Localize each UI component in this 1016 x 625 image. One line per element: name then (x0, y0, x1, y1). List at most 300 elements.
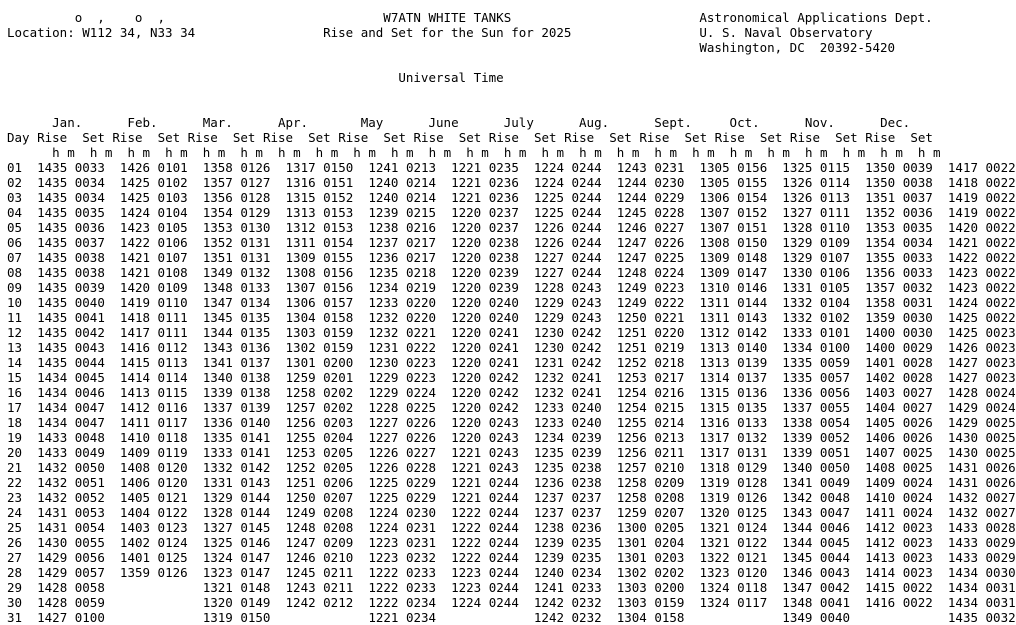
rise-label: Rise (262, 130, 294, 145)
rise-set-cell: 1223 0232 (368, 550, 437, 565)
rise-set-cell: 1349 0040 (782, 610, 851, 625)
header-line-3 (7, 40, 953, 55)
table-row (7, 265, 1016, 280)
time-basis: Universal Time (202, 70, 700, 85)
rise-set-cell: 1339 0052 (782, 430, 851, 445)
day-number: 15 (7, 370, 23, 385)
rise-set-cell: 1320 0149 (202, 595, 271, 610)
rise-set-cell: 1244 0229 (616, 190, 685, 205)
rise-set-cell: 1236 0238 (533, 475, 602, 490)
rise-set-cell: 1254 0215 (616, 400, 685, 415)
rise-set-cell: 1258 0202 (285, 385, 354, 400)
table-row (7, 385, 1016, 400)
set-label: Set (157, 130, 181, 145)
rise-set-cell: 1318 0129 (699, 460, 768, 475)
rise-set-cell: 1343 0047 (782, 505, 851, 520)
rise-set-cell: 1431 0026 (947, 475, 1016, 490)
rise-set-cell: 1235 0239 (533, 445, 602, 460)
rise-set-cell: 1317 0131 (699, 445, 768, 460)
rise-set-cell: 1344 0046 (782, 520, 851, 535)
rise-set-cell: 1307 0151 (699, 220, 768, 235)
rise-set-cell: 1323 0147 (202, 565, 271, 580)
rise-set-cell: 1338 0054 (782, 415, 851, 430)
rise-set-cell: 1247 0226 (616, 235, 685, 250)
table-row (7, 610, 1016, 625)
table-row (7, 430, 1016, 445)
table-row (7, 475, 1016, 490)
table-row (7, 160, 1016, 175)
day-number: 13 (7, 340, 23, 355)
rise-set-cell: 1306 0154 (699, 190, 768, 205)
unit-label: h m (127, 145, 151, 160)
units-header-row (7, 145, 953, 160)
rise-set-cell: 1431 0026 (947, 460, 1016, 475)
rise-set-cell: 1328 0110 (782, 220, 851, 235)
table-row (7, 175, 1016, 190)
unit-label: h m (315, 145, 339, 160)
observatory-name: U. S. Naval Observatory (699, 25, 873, 40)
rise-set-cell: 1348 0041 (782, 595, 851, 610)
day-number: 16 (7, 385, 23, 400)
rise-set-cell: 1230 0242 (533, 325, 602, 340)
day-label: Day (7, 130, 30, 145)
rise-set-cell: 1359 0126 (119, 565, 188, 580)
rise-set-cell (120, 610, 188, 625)
rise-set-cell: 1312 0153 (285, 220, 354, 235)
rise-set-cell: 1345 0135 (202, 310, 271, 325)
rise-set-cell: 1245 0228 (616, 205, 685, 220)
set-label: Set (835, 130, 858, 145)
rise-set-cell: 1249 0208 (285, 505, 354, 520)
rise-set-cell: 1421 0022 (947, 235, 1016, 250)
rise-set-cell: 1322 0121 (699, 550, 768, 565)
rise-set-cell: 1335 0059 (782, 355, 851, 370)
rise-set-cell: 1339 0138 (202, 385, 271, 400)
rise-set-cell: 1244 0230 (616, 175, 685, 190)
rise-set-cell: 1359 0030 (865, 310, 933, 325)
rise-set-cell: 1256 0211 (616, 445, 685, 460)
rise-set-cell: 1431 0054 (37, 520, 105, 535)
rise-set-cell (120, 580, 188, 595)
rise-set-cell: 1341 0137 (202, 355, 271, 370)
rise-set-cell: 1430 0055 (37, 535, 105, 550)
rise-set-cell: 1221 0244 (451, 475, 519, 490)
rise-set-cell: 1309 0148 (699, 250, 768, 265)
unit-label: h m (503, 145, 527, 160)
rise-set-cell: 1413 0023 (865, 550, 933, 565)
rise-set-cell: 1428 0024 (947, 385, 1016, 400)
rise-set-cell: 1221 0244 (451, 490, 519, 505)
rise-set-cell: 1435 0042 (37, 325, 105, 340)
rise-set-cell: 1408 0025 (865, 460, 933, 475)
rise-set-cell: 1317 0150 (285, 160, 354, 175)
rise-set-cell: 1227 0244 (533, 265, 602, 280)
table-subtitle: Rise and Set for the Sun for 2025 (202, 25, 700, 40)
rise-set-cell: 1233 0240 (533, 415, 602, 430)
rise-set-cell: 1335 0141 (202, 430, 271, 445)
rise-set-cell: 1435 0033 (37, 160, 105, 175)
rise-set-cell: 1433 0049 (37, 445, 105, 460)
address: Washington, DC 20392-5420 (699, 40, 896, 55)
rise-set-cell: 1321 0122 (699, 535, 768, 550)
day-number: 23 (7, 490, 23, 505)
month-label: Mar. (187, 115, 256, 130)
unit-label: h m (579, 145, 602, 160)
rise-set-cell: 1352 0036 (865, 205, 933, 220)
rise-set-cell: 1424 0104 (119, 205, 188, 220)
blank-line (7, 100, 953, 115)
rise-set-cell: 1429 0056 (37, 550, 105, 565)
rise-set-cell: 1224 0244 (451, 595, 519, 610)
rise-set-cell: 1357 0127 (202, 175, 271, 190)
rise-set-cell: 1340 0050 (782, 460, 851, 475)
rise-set-cell: 1238 0236 (533, 520, 602, 535)
rise-set-cell: 1341 0049 (782, 475, 851, 490)
day-number: 02 (7, 175, 23, 190)
table-row (7, 565, 1016, 580)
rise-set-cell: 1411 0117 (119, 415, 188, 430)
rise-set-cell: 1256 0213 (616, 430, 685, 445)
table-row (7, 250, 1016, 265)
rise-set-cell: 1321 0148 (202, 580, 271, 595)
rise-set-cell: 1311 0144 (699, 295, 768, 310)
table-row (7, 580, 1016, 595)
rise-set-cell: 1427 0023 (947, 370, 1016, 385)
rise-set-cell: 1411 0024 (865, 505, 933, 520)
rise-set-cell: 1251 0220 (616, 325, 685, 340)
rise-set-cell: 1303 0159 (285, 325, 354, 340)
rise-set-cell: 1301 0203 (616, 550, 685, 565)
rise-set-cell: 1230 0223 (368, 355, 437, 370)
rise-set-cell: 1431 0053 (37, 505, 105, 520)
rise-set-cell: 1414 0023 (865, 565, 933, 580)
rise-set-cell: 1259 0207 (616, 505, 685, 520)
rise-set-cell: 1222 0244 (451, 505, 519, 520)
rise-set-cell: 1238 0216 (368, 220, 437, 235)
day-number: 03 (7, 190, 23, 205)
unit-label: h m (541, 145, 565, 160)
rise-set-cell: 1301 0200 (285, 355, 354, 370)
day-number: 26 (7, 535, 23, 550)
rise-label: Rise (37, 130, 68, 145)
set-label: Set (308, 130, 331, 145)
rise-set-cell: 1324 0118 (699, 580, 768, 595)
rise-set-cell: 1221 0236 (451, 190, 519, 205)
rise-set-cell: 1327 0145 (202, 520, 271, 535)
station-name: W7ATN WHITE TANKS (202, 10, 700, 25)
day-number: 28 (7, 565, 23, 580)
rise-set-cell: 1434 0030 (947, 565, 1016, 580)
rise-set-cell: 1255 0204 (285, 430, 354, 445)
rise-set-cell: 1226 0244 (533, 220, 602, 235)
rise-set-cell: 1304 0158 (285, 310, 354, 325)
rise-set-cell: 1305 0155 (699, 175, 768, 190)
rise-set-cell: 1304 0158 (616, 610, 685, 625)
day-number: 20 (7, 445, 23, 460)
rise-set-cell: 1243 0231 (616, 160, 685, 175)
rise-set-cell: 1237 0237 (533, 505, 602, 520)
rise-set-cell: 1329 0109 (782, 235, 851, 250)
day-number: 05 (7, 220, 23, 235)
rise-set-cell: 1402 0028 (865, 370, 933, 385)
rise-set-cell: 1229 0223 (368, 370, 437, 385)
rise-set-cell: 1326 0113 (782, 190, 851, 205)
rise-set-cell: 1428 0059 (37, 595, 105, 610)
rise-set-cell: 1323 0120 (699, 565, 768, 580)
rise-set-cell: 1316 0151 (285, 175, 354, 190)
rise-set-cell: 1229 0224 (368, 385, 437, 400)
rise-set-cell: 1331 0143 (202, 475, 271, 490)
rise-set-cell: 1427 0023 (947, 355, 1016, 370)
rise-set-cell: 1343 0136 (202, 340, 271, 355)
rise-set-cell: 1435 0032 (947, 610, 1016, 625)
rise-set-cell: 1435 0037 (37, 235, 105, 250)
rise-set-cell: 1239 0215 (368, 205, 437, 220)
month-label: Feb. (112, 115, 181, 130)
blank-line (7, 85, 953, 100)
table-row (7, 490, 1016, 505)
rise-set-cell: 1350 0039 (865, 160, 933, 175)
rise-set-cell: 1434 0047 (37, 415, 105, 430)
rise-set-cell: 1423 0105 (119, 220, 188, 235)
rise-set-cell: 1417 0111 (119, 325, 188, 340)
rise-set-cell: 1404 0027 (865, 400, 933, 415)
unit-label: h m (278, 145, 301, 160)
rise-set-cell: 1429 0025 (947, 415, 1016, 430)
rise-set-cell: 1317 0132 (699, 430, 768, 445)
rise-set-cell: 1256 0203 (285, 415, 354, 430)
rise-set-cell: 1425 0102 (119, 175, 188, 190)
rise-set-cell: 1220 0238 (451, 235, 519, 250)
rise-set-cell: 1435 0035 (37, 205, 105, 220)
rise-set-cell: 1308 0150 (699, 235, 768, 250)
rise-set-cell: 1315 0135 (699, 400, 768, 415)
rise-set-cell: 1425 0022 (947, 310, 1016, 325)
rise-set-cell: 1435 0043 (37, 340, 105, 355)
rise-set-cell: 1226 0227 (368, 445, 437, 460)
rise-set-cell: 1220 0242 (451, 370, 519, 385)
unit-label: h m (654, 145, 677, 160)
rise-set-cell: 1227 0226 (368, 430, 437, 445)
rise-set-cell: 1337 0055 (782, 400, 851, 415)
rise-set-cell: 1240 0214 (368, 175, 437, 190)
rise-set-cell: 1225 0244 (533, 190, 602, 205)
rise-set-cell: 1333 0141 (202, 445, 271, 460)
rise-set-cell: 1408 0120 (119, 460, 188, 475)
unit-label: h m (390, 145, 414, 160)
rise-set-cell: 1254 0216 (616, 385, 685, 400)
rise-set-cell (120, 595, 188, 610)
rise-set-cell: 1429 0057 (37, 565, 105, 580)
rise-set-cell: 1435 0036 (37, 220, 105, 235)
rise-set-cell: 1259 0201 (285, 370, 354, 385)
rise-set-cell: 1347 0134 (202, 295, 271, 310)
rise-label: Rise (338, 130, 369, 145)
rise-set-cell: 1419 0022 (947, 190, 1016, 205)
rise-set-cell: 1327 0111 (782, 205, 851, 220)
rise-set-cell: 1221 0236 (451, 175, 519, 190)
day-number: 07 (7, 250, 23, 265)
rise-set-cell: 1311 0143 (699, 310, 768, 325)
unit-label: h m (729, 145, 753, 160)
day-number: 19 (7, 430, 23, 445)
unit-label: h m (842, 145, 866, 160)
rise-set-cell: 1223 0244 (451, 565, 519, 580)
rise-set-cell: 1415 0022 (865, 580, 933, 595)
rise-set-cell: 1435 0041 (37, 310, 105, 325)
rise-set-cell: 1346 0043 (782, 565, 851, 580)
rise-set-cell: 1429 0024 (947, 400, 1016, 415)
rise-set-cell: 1434 0047 (37, 400, 105, 415)
rise-set-cell: 1337 0139 (202, 400, 271, 415)
unit-label: h m (165, 145, 188, 160)
rise-set-cell: 1336 0140 (202, 415, 271, 430)
day-number: 14 (7, 355, 23, 370)
table-row (7, 400, 1016, 415)
rise-set-cell: 1236 0217 (368, 250, 437, 265)
rise-set-cell: 1220 0239 (451, 265, 519, 280)
rise-set-cell: 1315 0136 (699, 385, 768, 400)
rise-set-cell: 1432 0027 (947, 505, 1016, 520)
rise-set-cell: 1434 0031 (947, 595, 1016, 610)
rise-set-cell: 1239 0235 (533, 535, 602, 550)
rise-set-cell: 1432 0051 (37, 475, 105, 490)
rise-set-cell: 1246 0227 (616, 220, 685, 235)
rise-set-cell: 1433 0029 (947, 550, 1016, 565)
rise-set-cell: 1353 0130 (202, 220, 271, 235)
unit-label: h m (804, 145, 828, 160)
rise-set-cell: 1332 0102 (782, 310, 851, 325)
rise-set-cell: 1232 0241 (533, 370, 602, 385)
rise-set-cell: 1240 0214 (368, 190, 437, 205)
rise-set-cell: 1246 0210 (285, 550, 354, 565)
rise-set-cell: 1220 0242 (451, 400, 519, 415)
rise-set-cell: 1221 0235 (451, 160, 519, 175)
rise-set-cell: 1414 0114 (119, 370, 188, 385)
rise-label: Rise (564, 130, 595, 145)
set-label: Set (458, 130, 482, 145)
table-row (7, 205, 1016, 220)
blank-line (7, 55, 953, 70)
rise-set-cell (451, 610, 519, 625)
rise-set-cell: 1403 0027 (865, 385, 933, 400)
rise-set-cell: 1432 0027 (947, 490, 1016, 505)
rise-set-cell: 1220 0238 (451, 250, 519, 265)
rise-label: Rise (488, 130, 519, 145)
rise-set-cell: 1353 0035 (865, 220, 933, 235)
rise-set-cell: 1305 0156 (699, 160, 768, 175)
rise-set-cell: 1257 0202 (285, 400, 354, 415)
month-header-row (7, 115, 953, 130)
rise-set-cell: 1249 0223 (616, 280, 685, 295)
day-number: 21 (7, 460, 23, 475)
rise-set-cell: 1421 0107 (119, 250, 188, 265)
rise-set-cell: 1416 0022 (865, 595, 933, 610)
rise-set-cell: 1426 0101 (119, 160, 188, 175)
table-row (7, 550, 1016, 565)
rise-set-cell: 1347 0042 (782, 580, 851, 595)
rise-set-cell: 1336 0056 (782, 385, 851, 400)
rise-set-cell: 1223 0244 (451, 580, 519, 595)
table-row (7, 340, 1016, 355)
rise-label: Rise (187, 130, 218, 145)
rise-set-cell: 1226 0228 (368, 460, 437, 475)
rise-set-cell: 1224 0244 (533, 175, 602, 190)
rise-set-cell: 1303 0200 (616, 580, 685, 595)
rise-set-cell: 1309 0155 (285, 250, 354, 265)
rise-set-cell: 1419 0110 (119, 295, 188, 310)
rise-set-cell: 1306 0157 (285, 295, 354, 310)
rise-set-cell: 1332 0142 (202, 460, 271, 475)
rise-set-cell: 1333 0101 (782, 325, 851, 340)
rise-set-cell: 1245 0211 (285, 565, 354, 580)
rise-set-cell: 1352 0131 (202, 235, 271, 250)
rise-set-cell: 1307 0152 (699, 205, 768, 220)
day-number: 24 (7, 505, 23, 520)
rise-set-cell: 1419 0022 (947, 205, 1016, 220)
unit-label: h m (767, 145, 790, 160)
rise-set-cell: 1434 0046 (37, 385, 105, 400)
rise-set-cell: 1435 0038 (37, 265, 105, 280)
rise-set-cell: 1332 0104 (782, 295, 851, 310)
rise-set-cell: 1242 0232 (533, 610, 602, 625)
rise-set-cell: 1313 0139 (699, 355, 768, 370)
rise-set-cell: 1225 0229 (368, 475, 437, 490)
header-line-1 (7, 10, 953, 25)
unit-label: h m (616, 145, 640, 160)
rise-set-cell: 1231 0222 (368, 340, 437, 355)
unit-label: h m (466, 145, 489, 160)
rise-set-cell: 1433 0048 (37, 430, 105, 445)
rise-set-cell: 1240 0234 (533, 565, 602, 580)
rise-set-cell: 1416 0112 (119, 340, 188, 355)
table-row (7, 415, 1016, 430)
rise-set-cell: 1249 0222 (616, 295, 685, 310)
rise-set-cell: 1310 0146 (699, 280, 768, 295)
rise-set-cell: 1247 0225 (616, 250, 685, 265)
rise-set-cell: 1415 0113 (119, 355, 188, 370)
rise-set-cell: 1239 0235 (533, 550, 602, 565)
rise-set-cell: 1402 0124 (119, 535, 188, 550)
rise-label: Rise (789, 130, 821, 145)
rise-set-cell: 1220 0242 (451, 385, 519, 400)
rise-set-cell: 1308 0156 (285, 265, 354, 280)
rise-set-cell: 1319 0150 (202, 610, 271, 625)
rise-set-cell: 1423 0022 (947, 280, 1016, 295)
rise-set-cell: 1309 0147 (699, 265, 768, 280)
rise-set-cell: 1406 0120 (119, 475, 188, 490)
rise-set-cell: 1321 0124 (699, 520, 768, 535)
rise-label: Rise (112, 130, 143, 145)
rise-set-cell: 1350 0038 (865, 175, 933, 190)
month-label: July (488, 115, 557, 130)
rise-set-cell: 1404 0122 (119, 505, 188, 520)
rise-set-cell: 1229 0243 (533, 295, 602, 310)
day-number: 09 (7, 280, 23, 295)
rise-set-cell: 1356 0033 (865, 265, 933, 280)
rise-set-cell: 1226 0244 (533, 235, 602, 250)
table-row (7, 235, 1016, 250)
rise-set-cell: 1313 0140 (699, 340, 768, 355)
rise-set-cell: 1403 0123 (119, 520, 188, 535)
rise-set-cell: 1224 0230 (368, 505, 437, 520)
rise-set-cell: 1252 0205 (285, 460, 354, 475)
rise-set-cell: 1348 0133 (202, 280, 271, 295)
rise-set-cell: 1253 0217 (616, 370, 685, 385)
month-label: Dec. (865, 115, 933, 130)
rise-set-cell: 1222 0244 (451, 520, 519, 535)
rise-set-cell: 1407 0025 (865, 445, 933, 460)
